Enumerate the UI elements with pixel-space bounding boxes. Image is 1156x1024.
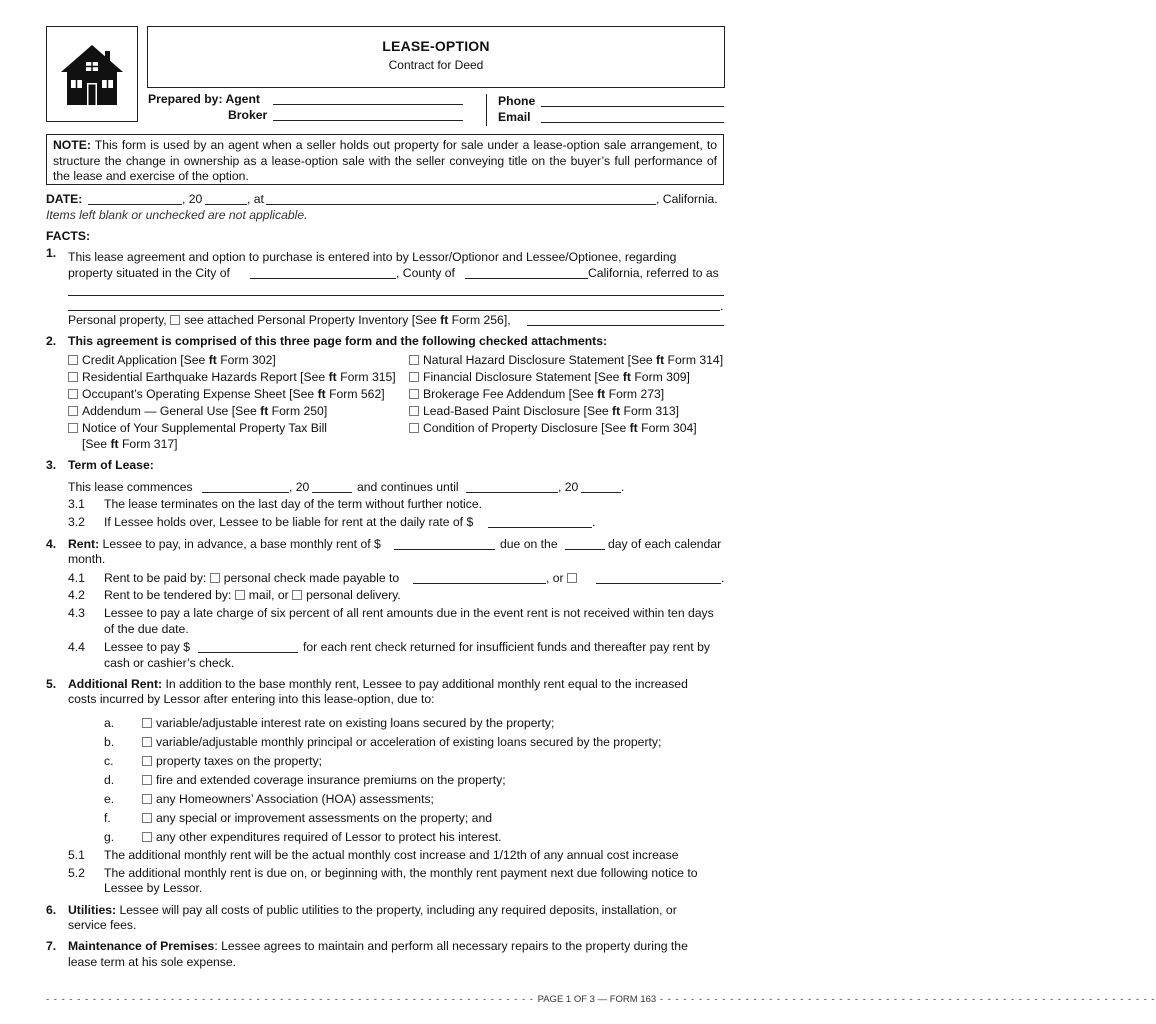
clause-3-2-number: 3.2	[68, 515, 85, 529]
section-2-heading: This agreement is comprised of this three page form and the following checked attachments:	[68, 334, 608, 348]
broker-field[interactable]	[273, 108, 463, 121]
facts-heading: FACTS:	[46, 229, 91, 243]
clause-4-3-number: 4.3	[68, 606, 85, 620]
attachment-right-0-checkbox[interactable]	[409, 355, 419, 365]
attachment-right-3-checkbox[interactable]	[409, 406, 419, 416]
personal-property-checkbox[interactable]	[170, 315, 180, 325]
attachment-left-1[interactable]: Residential Earthquake Hazards Report [See ft Form 315]	[68, 369, 396, 385]
mail-checkbox[interactable]	[235, 590, 245, 600]
date-field[interactable]	[88, 192, 182, 205]
date-year-field[interactable]	[205, 192, 247, 205]
attachment-right-3[interactable]: Lead-Based Paint Disclosure [See ft Form 313]	[409, 403, 679, 419]
date-location-field[interactable]	[266, 192, 656, 205]
section-3-number: 3.	[46, 458, 57, 472]
additional-rent-item-checkbox[interactable]	[142, 737, 152, 747]
lease-commences-label: This lease commences	[68, 480, 193, 494]
nsf-fee-field[interactable]	[198, 640, 298, 653]
header-divider	[486, 94, 487, 126]
rent-due-day-field[interactable]	[565, 537, 605, 550]
additional-rent-item-checkbox[interactable]	[142, 813, 152, 823]
attachment-left-3-checkbox[interactable]	[68, 406, 78, 416]
additional-rent-item-checkbox[interactable]	[142, 775, 152, 785]
note-box	[46, 134, 724, 185]
clause-4-4-text: for each rent check returned for insufficient funds and thereafter pay rent by	[303, 640, 710, 654]
additional-rent-item[interactable]: property taxes on the property;	[142, 753, 322, 769]
clause-4-1-period: .	[721, 571, 725, 585]
lease-end-year-field[interactable]	[581, 480, 621, 493]
additional-rent-item[interactable]: any other expenditures required of Lessor to protect his interest.	[142, 829, 502, 845]
additional-rent-line-2: costs incurred by Lessor after entering into this lease-option, due to:	[68, 692, 435, 706]
additional-rent-item-letter: f.	[104, 811, 111, 825]
clause-3-1-text: The lease terminates on the last day of the term without further notice.	[104, 497, 483, 511]
attachment-right-1[interactable]: Financial Disclosure Statement [See ft Form 309]	[409, 369, 690, 385]
clause-4-4-line-2: cash or cashier’s check.	[104, 656, 235, 670]
clause-4-2-number: 4.2	[68, 588, 85, 602]
phone-field[interactable]	[541, 94, 724, 107]
rent-line-1: Rent: Lessee to pay, in advance, a base monthly rent of $	[68, 537, 381, 551]
clause-4-1-number: 4.1	[68, 571, 85, 585]
additional-rent-item-checkbox[interactable]	[142, 832, 152, 842]
clause-3-2-period: .	[592, 515, 596, 529]
section-2-number: 2.	[46, 334, 57, 348]
additional-rent-item[interactable]: variable/adjustable monthly principal or acceleration of existing loans secured by the property;	[142, 734, 661, 750]
clause-5-1-number: 5.1	[68, 848, 85, 862]
attachment-left-0-checkbox[interactable]	[68, 355, 78, 365]
phone-label: Phone	[498, 94, 536, 108]
clause-5-2-line-2: Lessee by Lessor.	[104, 881, 203, 895]
note-label: NOTE:	[53, 138, 91, 152]
additional-rent-line-1: Additional Rent: In addition to the base monthly rent, Lessee to pay additional monthly rent equal to the increased	[68, 677, 688, 691]
personal-property-field[interactable]	[527, 313, 724, 326]
additional-rent-item[interactable]: variable/adjustable interest rate on existing loans secured by the property;	[142, 715, 554, 731]
additional-rent-item-checkbox[interactable]	[142, 794, 152, 804]
rent-calendar-label: day of each calendar	[608, 537, 722, 551]
attachment-right-2[interactable]: Brokerage Fee Addendum [See ft Form 273]	[409, 386, 664, 402]
attachment-right-2-checkbox[interactable]	[409, 389, 419, 399]
clause-4-1-or: , or	[546, 570, 581, 586]
date-at-label: , at	[247, 192, 264, 206]
date-year-label: , 20	[182, 192, 203, 206]
clause-3-2-text: If Lessee holds over, Lessee to be liable for rent at the daily rate of $	[104, 515, 474, 529]
attachment-supplemental-tax-ref: [See ft Form 317]	[82, 437, 178, 451]
additional-rent-item-letter: b.	[104, 735, 115, 749]
section-3-heading: Term of Lease:	[68, 458, 154, 472]
holdover-daily-rate-field[interactable]	[488, 515, 592, 528]
title-box	[147, 26, 725, 88]
attachment-right-4[interactable]: Condition of Property Disclosure [See ft Form 304]	[409, 420, 697, 436]
personal-check-checkbox[interactable]	[210, 573, 220, 583]
lease-end-year-label: , 20	[558, 480, 579, 494]
footer-text: PAGE 1 OF 3 — FORM 163	[537, 994, 657, 1005]
payable-to-field[interactable]	[413, 571, 546, 584]
form-subtitle: Contract for Deed	[388, 58, 484, 72]
form-title: LEASE-OPTION	[382, 38, 490, 54]
attachment-left-4-checkbox[interactable]	[68, 423, 78, 433]
attachment-left-2-checkbox[interactable]	[68, 389, 78, 399]
utilities-line-1: Utilities: Lessee will pay all costs of public utilities to the property, including any required deposits, installation, or	[68, 903, 677, 917]
email-label: Email	[498, 110, 531, 124]
rent-line-2: month.	[68, 552, 106, 566]
attachment-left-1-checkbox[interactable]	[68, 372, 78, 382]
attachment-right-4-checkbox[interactable]	[409, 423, 419, 433]
additional-rent-item-checkbox[interactable]	[142, 718, 152, 728]
clause-5-1-text: The additional monthly rent will be the actual monthly cost increase and 1/12th of any annual cost increase	[104, 848, 679, 862]
broker-label: Broker	[228, 108, 268, 122]
additional-rent-item[interactable]: any Homeowners’ Association (HOA) assessments;	[142, 791, 434, 807]
property-description-line-1[interactable]	[68, 283, 724, 296]
property-description-dot: .	[720, 299, 724, 313]
page-footer: - - - - - - - - - - - - - - - - - - - - - - - - - - - - - - - - - - - - - - - - - - - - - - - - - - - - - - - - - - - - - - - PAGE 1 OF 3 — FORM 163 - - - - - - - - - - - - - - - - - - - - - - - - - - - - - - - - - - - - - - - - - - - - - - - - - - - - - - - - - - - - - - - -	[46, 994, 1156, 1005]
county-field[interactable]	[465, 266, 588, 279]
utilities-line-2: service fees.	[68, 918, 137, 932]
lease-continues-label: and continues until	[357, 480, 459, 494]
lease-commence-year-label: , 20	[289, 480, 310, 494]
house-icon	[47, 27, 137, 121]
clause-4-3-line-2: of the due date.	[104, 622, 189, 636]
additional-rent-item[interactable]: any special or improvement assessments on the property; and	[142, 810, 492, 826]
additional-rent-item-letter: g.	[104, 830, 115, 844]
additional-rent-item-letter: e.	[104, 792, 115, 806]
referred-label: California, referred to as	[588, 266, 719, 280]
section-5-number: 5.	[46, 677, 57, 691]
attachment-left-0[interactable]: Credit Application [See ft Form 302]	[68, 352, 276, 368]
attachment-left-4[interactable]: Notice of Your Supplemental Property Tax Bill	[68, 420, 327, 436]
other-payment-field[interactable]	[596, 571, 721, 584]
property-description-line-2[interactable]	[68, 298, 720, 311]
attachment-right-0[interactable]: Natural Hazard Disclosure Statement [See ft Form 314]	[409, 352, 723, 368]
additional-rent-item-checkbox[interactable]	[142, 756, 152, 766]
clause-5-2-line-1: The additional monthly rent is due on, or beginning with, the monthly rent payment next due following notice to	[104, 866, 698, 880]
base-rent-field[interactable]	[394, 537, 495, 550]
date-state-label: , California.	[656, 192, 718, 206]
attachment-left-3[interactable]: Addendum — General Use [See ft Form 250]	[68, 403, 327, 419]
section-7-number: 7.	[46, 939, 57, 953]
lease-commence-year-field[interactable]	[312, 480, 352, 493]
note-text: This form is used by an agent when a seller holds out property for sale under a lease-option sale arrangement, to structure the change in ownership as a lease-option sale with the seller conveying title on the buyer’s full performance of the lease and exercise of the option.	[53, 138, 717, 183]
logo-box	[46, 26, 138, 122]
section-6-number: 6.	[46, 903, 57, 917]
rent-due-label: due on the	[500, 537, 558, 551]
personal-property-row: Personal property, see attached Personal Property Inventory [See ft Form 256],	[68, 313, 511, 327]
additional-rent-item[interactable]: fire and extended coverage insurance premiums on the property;	[142, 772, 506, 788]
clause-4-2-text: Rent to be tendered by: mail, or personal delivery.	[104, 588, 401, 602]
maintenance-line-1: Maintenance of Premises: Lessee agrees to maintain and perform all necessary repairs to the property during the	[68, 939, 688, 953]
county-label: , County of	[396, 266, 455, 280]
agent-field[interactable]	[273, 92, 463, 105]
clause-3-1-number: 3.1	[68, 497, 85, 511]
lease-commence-date-field[interactable]	[202, 480, 289, 493]
city-field[interactable]	[250, 266, 396, 279]
attachment-right-1-checkbox[interactable]	[409, 372, 419, 382]
clause-4-3-line-1: Lessee to pay a late charge of six percent of all rent amounts due in the event rent is not received within ten days	[104, 606, 714, 620]
clause-4-1-text: Rent to be paid by: personal check made payable to	[104, 571, 400, 585]
maintenance-line-2: lease term at his sole expense.	[68, 955, 237, 969]
section-1-line-1: This lease agreement and option to purchase is entered into by Lessor/Optionor and Lessee/Optionee, regarding	[68, 250, 677, 264]
clause-4-4-number: 4.4	[68, 640, 85, 654]
section-4-number: 4.	[46, 537, 57, 551]
personal-delivery-checkbox[interactable]	[292, 590, 302, 600]
prepared-by-agent-label: Prepared by: Agent	[148, 92, 260, 106]
section-1-number: 1.	[46, 246, 57, 260]
lease-end-date-field[interactable]	[466, 480, 558, 493]
other-payment-checkbox[interactable]	[567, 573, 577, 583]
city-label: property situated in the City of	[68, 266, 230, 280]
additional-rent-item-letter: a.	[104, 716, 115, 730]
attachment-left-2[interactable]: Occupant’s Operating Expense Sheet [See ft Form 562]	[68, 386, 385, 402]
additional-rent-item-letter: d.	[104, 773, 115, 787]
date-label: DATE:	[46, 192, 83, 206]
clause-5-2-number: 5.2	[68, 866, 85, 880]
lease-end-period: .	[621, 480, 625, 494]
blank-items-note: Items left blank or unchecked are not applicable.	[46, 208, 308, 222]
email-field[interactable]	[541, 110, 724, 123]
clause-4-4-label: Lessee to pay $	[104, 640, 191, 654]
additional-rent-item-letter: c.	[104, 754, 114, 768]
